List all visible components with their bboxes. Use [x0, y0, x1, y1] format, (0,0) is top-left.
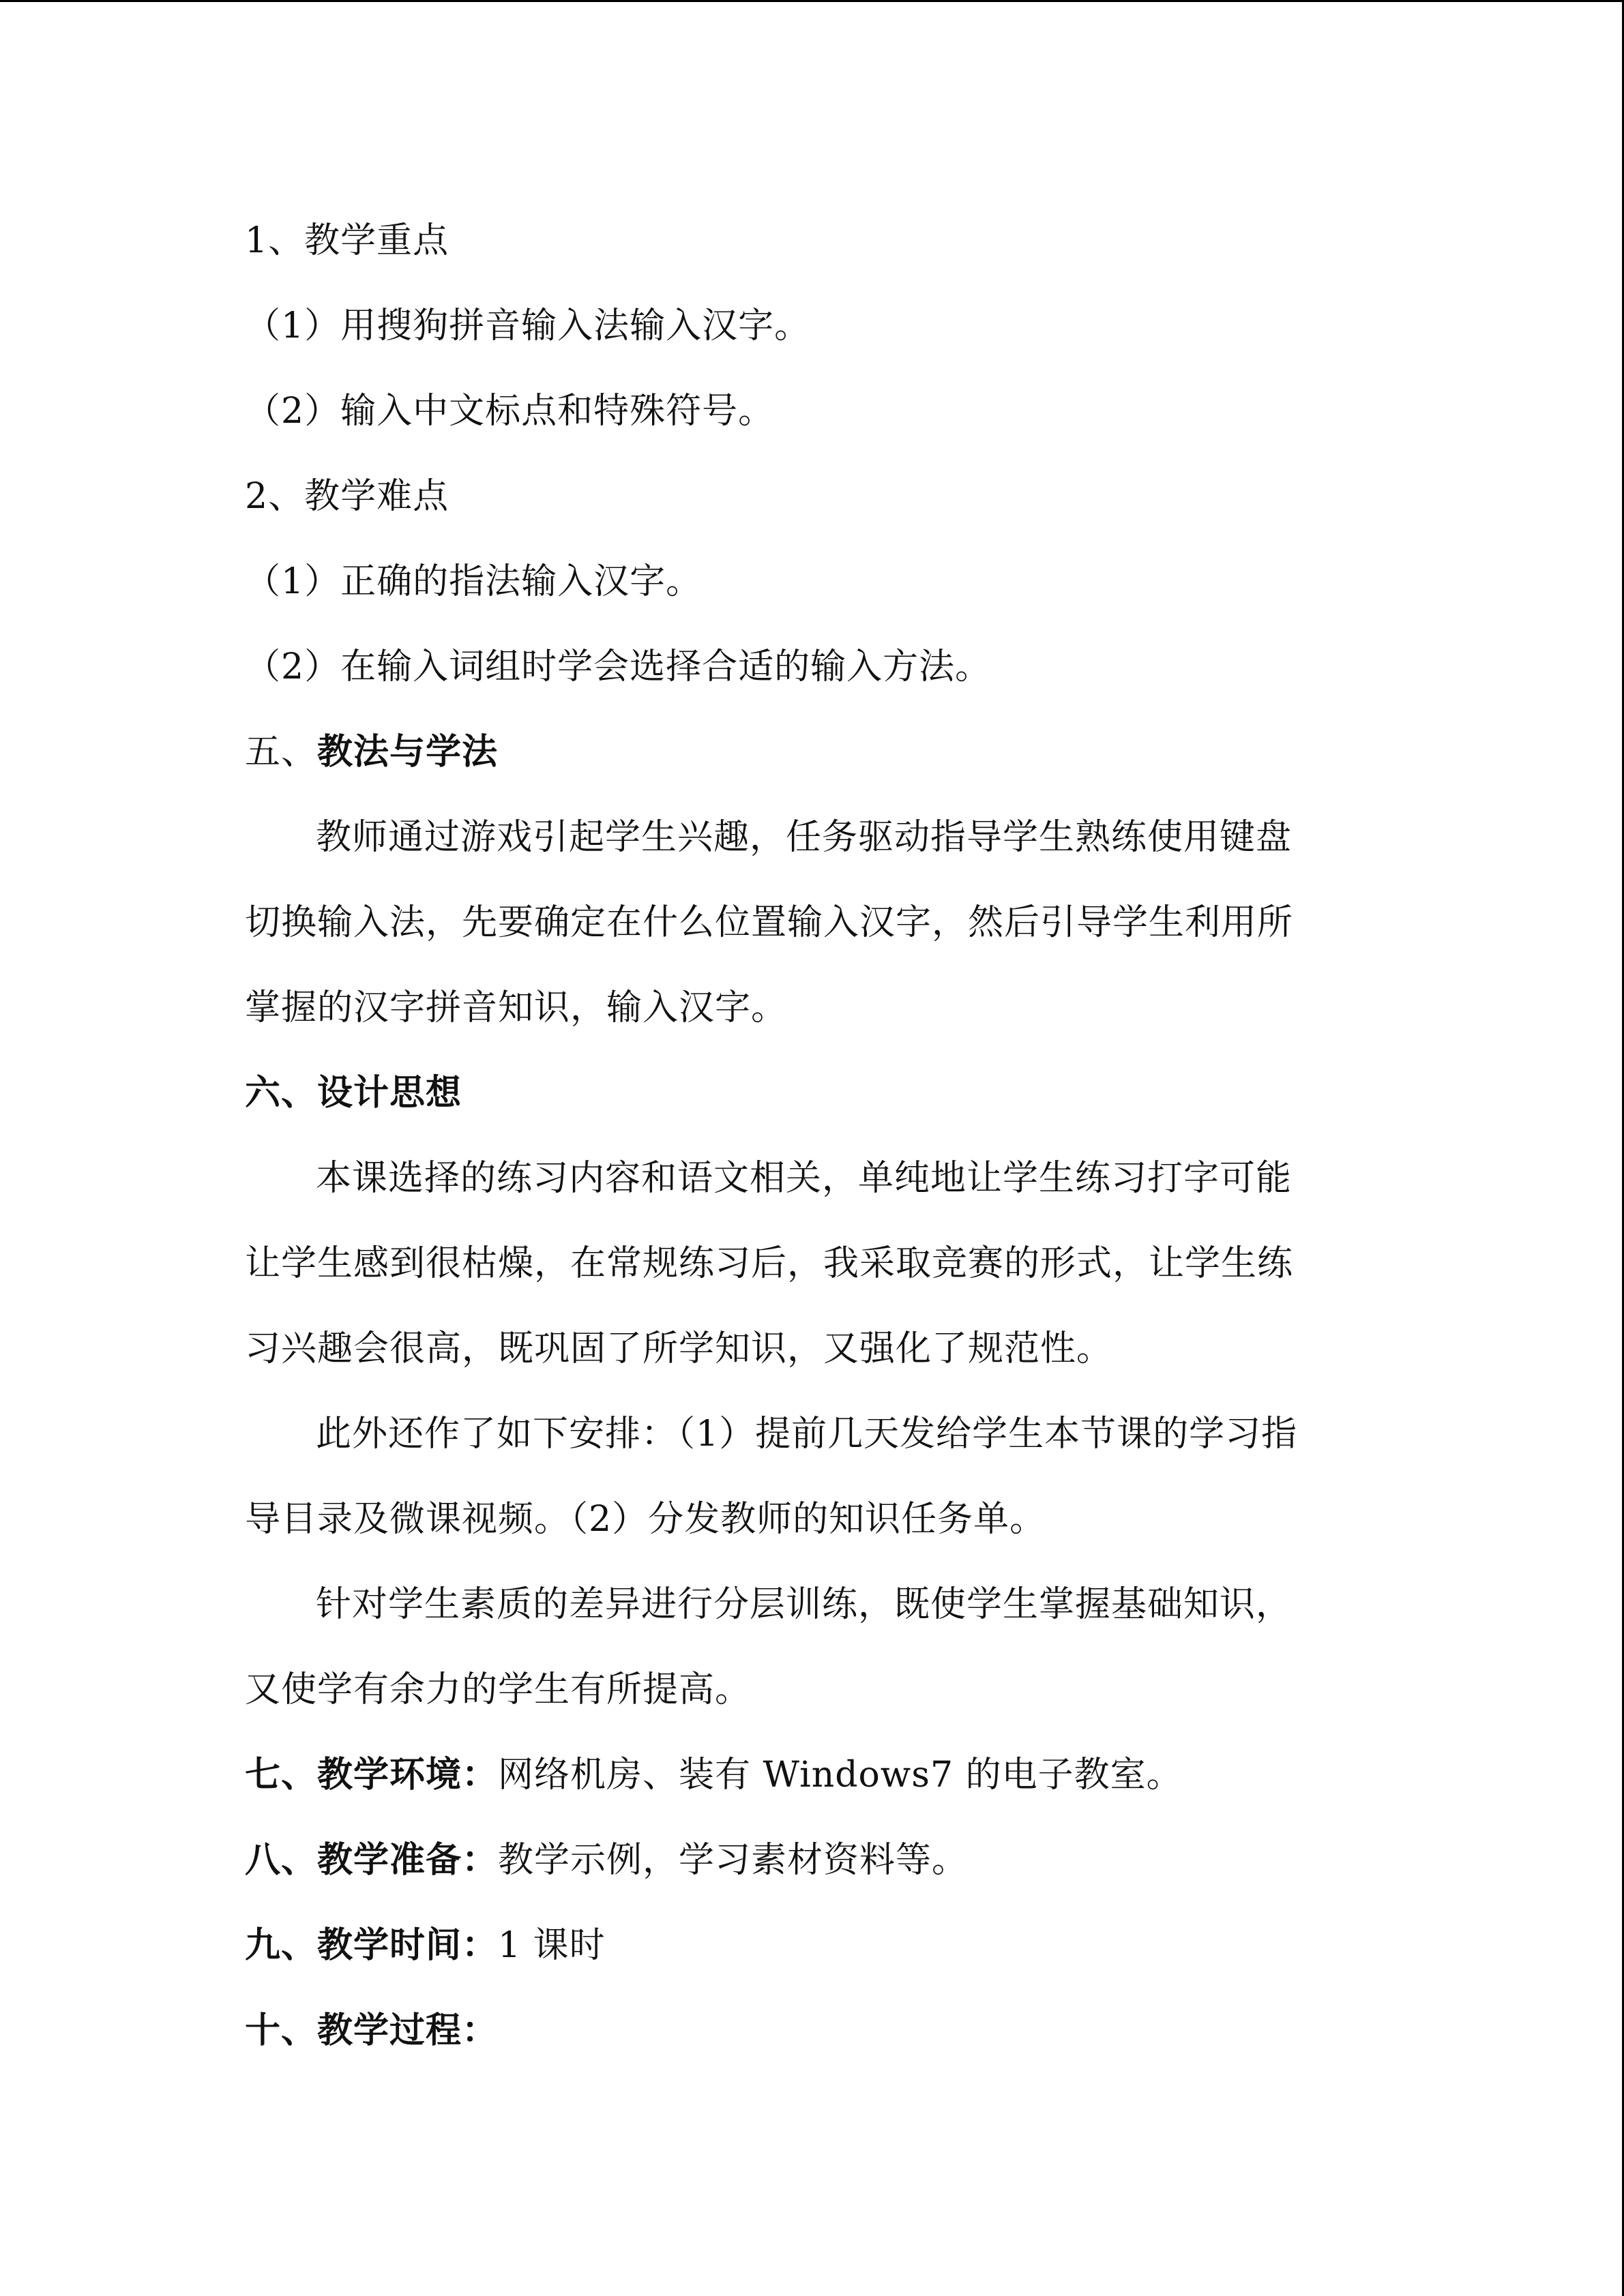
paragraph-line: 让学生感到很枯燥，在常规练习后，我采取竞赛的形式，让学生练 — [245, 1243, 1294, 1284]
key-points-title: 1、教学重点 — [245, 220, 449, 261]
paragraph-line: 本课选择的练习内容和语文相关，单纯地让学生练习打字可能 — [316, 1158, 1293, 1199]
paragraph-line: 又使学有余力的学生有所提高。 — [245, 1669, 752, 1710]
section-8-value: 教学示例，学习素材资料等。 — [498, 1840, 969, 1881]
section-10-label: 十、教学过程： — [245, 2010, 499, 2051]
difficult-point-item: （2）在输入词组时学会选择合适的输入方法。 — [245, 646, 992, 687]
paragraph-line: 针对学生素质的差异进行分层训练，既使学生掌握基础知识， — [316, 1584, 1293, 1625]
key-point-item: （1）用搜狗拼音输入法输入汉字。 — [245, 305, 811, 346]
section-5-title: 教法与学法 — [317, 732, 499, 773]
difficult-point-item: （1）正确的指法输入汉字。 — [245, 561, 703, 602]
section-9-value: 1 课时 — [498, 1925, 606, 1966]
section-6-heading: 六、设计思想 — [245, 1073, 462, 1114]
section-8-line — [245, 1834, 1377, 1920]
paragraph-line: 切换输入法，先要确定在什么位置输入汉字，然后引导学生利用所 — [245, 902, 1294, 943]
difficult-points-title: 2、教学难点 — [245, 476, 449, 517]
section-7-value: 网络机房、装有 Windows7 的电子教室。 — [498, 1755, 1183, 1795]
paragraph-line: 导目录及微课视频。（2）分发教师的知识任务单。 — [245, 1499, 1046, 1540]
key-point-item: （2）输入中文标点和特殊符号。 — [245, 391, 775, 432]
section-8-label: 八、教学准备： — [245, 1840, 499, 1881]
section-9-label: 九、教学时间： — [245, 1925, 499, 1966]
section-9-line — [245, 1920, 1377, 2005]
paragraph-line: 习兴趣会很高，既巩固了所学知识，又强化了规范性。 — [245, 1328, 1113, 1369]
paragraph-line: 掌握的汉字拼音知识，输入汉字。 — [245, 987, 788, 1028]
paragraph-line: 教师通过游戏引起学生兴趣，任务驱动指导学生熟练使用键盘 — [316, 817, 1293, 858]
section-7-line — [245, 1749, 1377, 1834]
section-5-number: 五、 — [245, 732, 318, 773]
document-body — [245, 215, 1377, 2090]
paragraph-line: 此外还作了如下安排：（1）提前几天发给学生本节课的学习指 — [316, 1414, 1298, 1455]
section-7-label: 七、教学环境： — [245, 1755, 499, 1795]
section-10-line — [245, 2005, 1377, 2090]
section-5-heading — [245, 726, 1377, 811]
